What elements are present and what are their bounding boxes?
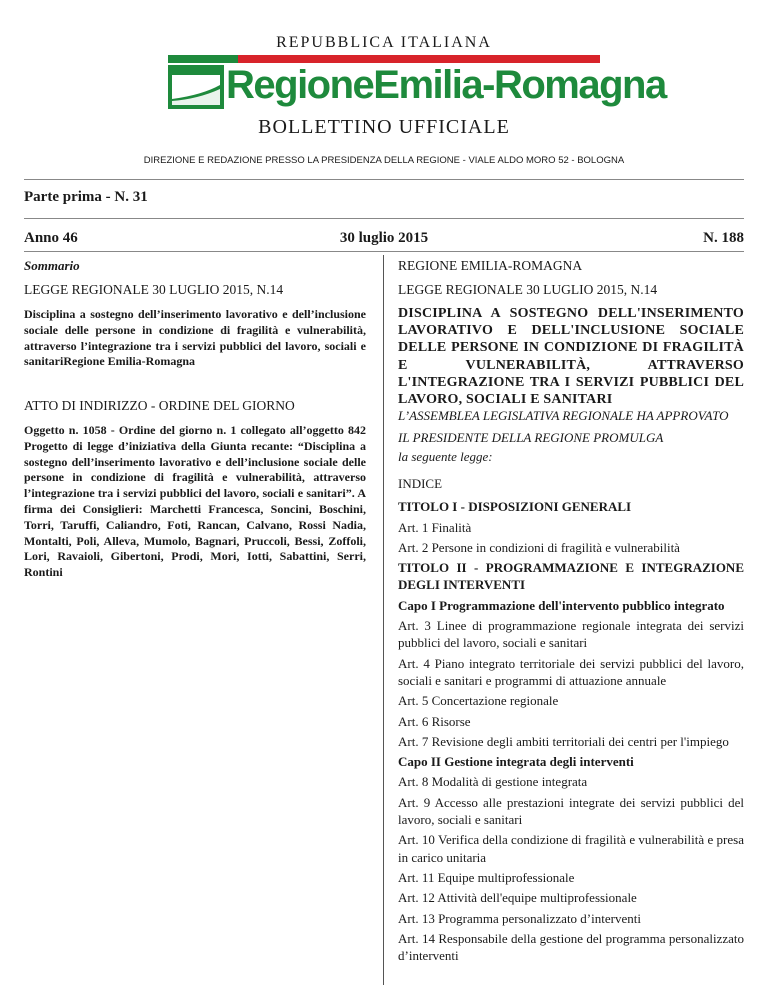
rule-bottom: [24, 251, 744, 252]
logo-wordmark: RegioneEmilia-Romagna: [226, 63, 666, 107]
index-item: Art. 12 Attività dell'equipe multiprofessionale: [398, 890, 637, 906]
part-number: Parte prima - N. 31: [24, 189, 148, 205]
index-item: Art. 5 Concertazione regionale: [398, 693, 559, 709]
index-item: Capo II Gestione integrata degli interventi: [398, 754, 634, 770]
assembly-approval: L’ASSEMBLEA LEGISLATIVA REGIONALE HA APPROVATO: [398, 408, 729, 423]
index-item: Art. 10 Verifica della condizione di fragilità e vulnerabilità e presa in carico unitaria: [398, 832, 744, 865]
index-item: Art. 6 Risorse: [398, 713, 471, 729]
year: Anno 46: [24, 230, 78, 246]
index-list: [398, 475, 744, 964]
issue-date: 30 luglio 2015: [339, 230, 429, 246]
rule-top: [24, 179, 744, 180]
region-name: REGIONE EMILIA-ROMAGNA: [398, 258, 583, 273]
index-item: Art. 3 Linee di programmazione regionale integrata dei servizi pubblici del lavoro, sociali e sanitari: [398, 618, 744, 651]
index-item: TITOLO I - DISPOSIZIONI GENERALI: [398, 499, 632, 515]
index-label: INDICE: [398, 476, 443, 491]
summary-law-description: Disciplina a sostegno dell’inserimento lavorativo e dell’inclusione sociale delle persone in condizione di fragilità e vulnerabilità, attraverso l’integrazione tra i servizi pubblici del lavoro, sociali e sanitariRegione Emilia-Romagna: [24, 307, 366, 369]
summary-law-heading: LEGGE REGIONALE 30 LUGLIO 2015, N.14: [24, 282, 284, 297]
index-item: Capo I Programmazione dell'intervento pubblico integrato: [398, 597, 725, 613]
summary-label: Sommario: [24, 258, 80, 273]
column-divider: [383, 255, 384, 985]
rule-middle: [24, 218, 744, 219]
region-logo: [168, 55, 666, 111]
summary-act-heading: ATTO DI INDIRIZZO - ORDINE DEL GIORNO: [24, 398, 295, 413]
bulletin-title: BOLLETTINO UFFICIALE: [258, 116, 510, 138]
index-item: Art. 11 Equipe multiprofessionale: [398, 869, 575, 885]
index-item: Art. 8 Modalità di gestione integrata: [398, 774, 588, 790]
index-item: Art. 13 Programma personalizzato d’interventi: [398, 910, 641, 926]
summary-act-description: Oggetto n. 1058 - Ordine del giorno n. 1 collegato all’oggetto 842 Progetto di legge d’iniziativa della Giunta recante: “Disciplina a sostegno dell’inserimento lavorativo e dell’inclusione sociale delle persone in condizione di fragilità e vulnerabilità, attraverso l’integrazione tra i servizi pubblici del lavoro, sociali e sanitari”. A firma dei Consiglieri: Marchetti Francesca, Soncini, Boschini, Torri, Taruffi, Caliandro, Foti, Rancan, Calvano, Rossi Nadia, Montalti, Poli, Alleva, Mumolo, Bagnari, Pruccoli, Bessi, Zoffoli, Lori, Ravaioli, Gibertoni, Prodi, Mori, Iotti, Sabattini, Serri, Rontini: [24, 423, 366, 580]
republic-heading: REPUBBLICA ITALIANA: [276, 34, 492, 51]
region-emblem-icon: [168, 65, 224, 109]
index-item: Art. 2 Persone in condizioni di fragilità e vulnerabilità: [398, 539, 680, 555]
index-item: Art. 9 Accesso alle prestazioni integrate dei servizi pubblici del lavoro, sociali e sanitari: [398, 794, 744, 828]
direction-address: DIREZIONE E REDAZIONE PRESSO LA PRESIDENZA DELLA REGIONE - VIALE ALDO MORO 52 - BOLOGNA: [143, 155, 625, 166]
president-promulgation: IL PRESIDENTE DELLA REGIONE PROMULGA: [398, 430, 664, 445]
index-item: TITOLO II - PROGRAMMAZIONE E INTEGRAZIONE DEGLI INTERVENTI: [398, 560, 744, 593]
index-item: Art. 14 Responsabile della gestione del programma personalizzato d’interventi: [398, 930, 744, 964]
index-item: Art. 1 Finalità: [398, 519, 472, 535]
issue-number: N. 188: [703, 230, 744, 246]
index-item: Art. 4 Piano integrato territoriale dei servizi pubblici del lavoro, sociali e sanitari e programmi di attuazione annuale: [398, 655, 744, 688]
law-title: DISCIPLINA A SOSTEGNO DELL'INSERIMENTO LAVORATIVO E DELL'INCLUSIONE SOCIALE DELLE PERSONE IN CONDIZIONE DI FRAGILITÀ E VULNERABILITÀ, ATTRAVERSO L'INTEGRAZIONE TRA I SERVIZI PUBBLICI DEL LAVORO, SOCIALI E SANITARI: [398, 306, 744, 408]
law-heading: LEGGE REGIONALE 30 LUGLIO 2015, N.14: [398, 282, 658, 297]
index-item: Art. 7 Revisione degli ambiti territoriali dei centri per l'impiego: [398, 733, 729, 749]
following-law: la seguente legge:: [398, 449, 493, 464]
